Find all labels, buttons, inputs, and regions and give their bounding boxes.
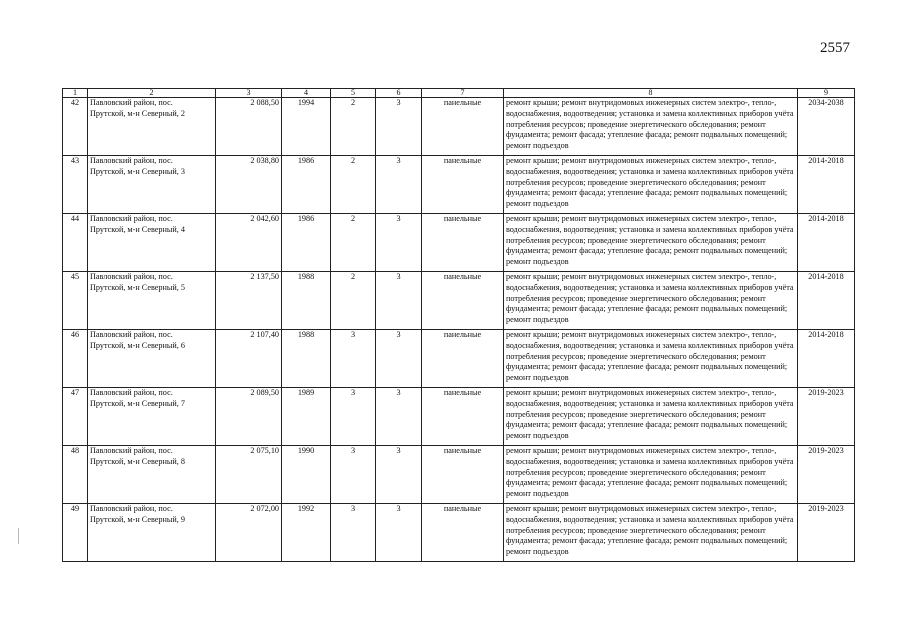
row-number: 47 — [63, 388, 88, 446]
wall-material: панельные — [422, 330, 504, 388]
row-number: 49 — [63, 504, 88, 562]
entrances-count: 3 — [376, 156, 422, 214]
repair-period: 2019-2023 — [798, 504, 855, 562]
repair-works: ремонт крыши; ремонт внутридомовых инженерных систем электро-, тепло-, водоснабжения, водоотведения; установка и замена коллективных приборов учёта потребления ресурсов; проведение энергетического обследования; ремонт фундамента; ремонт фасада; утепление фасада; ремонт подвальных помещений; ремонт подъездов — [504, 272, 798, 330]
row-number: 43 — [63, 156, 88, 214]
address-line-2: Прутской, м-н Северный, 9 — [90, 514, 185, 524]
repair-works: ремонт крыши; ремонт внутридомовых инженерных систем электро-, тепло-, водоснабжения, водоотведения; установка и замена коллективных приборов учёта потребления ресурсов; проведение энергетического обследования; ремонт фундамента; ремонт фасада; утепление фасада; ремонт подвальных помещений; ремонт подъездов — [504, 330, 798, 388]
address-line-1: Павловский район, пос. — [90, 388, 173, 397]
repair-works: ремонт крыши; ремонт внутридомовых инженерных систем электро-, тепло-, водоснабжения, водоотведения; установка и замена коллективных приборов учёта потребления ресурсов; проведение энергетического обследования; ремонт фундамента; ремонт фасада; утепление фасада; ремонт подвальных помещений; ремонт подъездов — [504, 446, 798, 504]
address — [88, 504, 216, 562]
repair-works: ремонт крыши; ремонт внутридомовых инженерных систем электро-, тепло-, водоснабжения, водоотведения; установка и замена коллективных приборов учёта потребления ресурсов; проведение энергетического обследования; ремонт фундамента; ремонт фасада; утепление фасада; ремонт подвальных помещений; ремонт подъездов — [504, 156, 798, 214]
repair-works: ремонт крыши; ремонт внутридомовых инженерных систем электро-, тепло-, водоснабжения, водоотведения; установка и замена коллективных приборов учёта потребления ресурсов; проведение энергетического обследования; ремонт фундамента; ремонт фасада; утепление фасада; ремонт подвальных помещений; ремонт подъездов — [504, 504, 798, 562]
address-line-1: Павловский район, пос. — [90, 156, 173, 165]
column-header: 6 — [376, 89, 422, 98]
entrances-count: 3 — [376, 98, 422, 156]
column-header: 1 — [63, 89, 88, 98]
wall-material: панельные — [422, 98, 504, 156]
repair-works: ремонт крыши; ремонт внутридомовых инженерных систем электро-, тепло-, водоснабжения, водоотведения; установка и замена коллективных приборов учёта потребления ресурсов; проведение энергетического обследования; ремонт фундамента; ремонт фасада; утепление фасада; ремонт подвальных помещений; ремонт подъездов — [504, 98, 798, 156]
total-area: 2 089,50 — [216, 388, 282, 446]
table-row — [63, 388, 855, 446]
repair-period: 2019-2023 — [798, 388, 855, 446]
wall-material: панельные — [422, 388, 504, 446]
total-area: 2 088,50 — [216, 98, 282, 156]
build-year: 1992 — [282, 504, 331, 562]
address — [88, 330, 216, 388]
floors-count: 2 — [331, 156, 376, 214]
wall-material: панельные — [422, 504, 504, 562]
repair-period: 2014-2018 — [798, 156, 855, 214]
floors-count: 2 — [331, 272, 376, 330]
address-line-2: Прутской, м-н Северный, 7 — [90, 398, 185, 408]
build-year: 1989 — [282, 388, 331, 446]
repair-period: 2019-2023 — [798, 446, 855, 504]
column-header: 2 — [88, 89, 216, 98]
entrances-count: 3 — [376, 388, 422, 446]
column-header: 3 — [216, 89, 282, 98]
address — [88, 98, 216, 156]
address-line-2: Прутской, м-н Северный, 2 — [90, 108, 185, 118]
floors-count: 3 — [331, 504, 376, 562]
entrances-count: 3 — [376, 446, 422, 504]
row-number: 42 — [63, 98, 88, 156]
build-year: 1990 — [282, 446, 331, 504]
address-line-2: Прутской, м-н Северный, 8 — [90, 456, 185, 466]
entrances-count: 3 — [376, 272, 422, 330]
address-line-1: Павловский район, пос. — [90, 330, 173, 339]
table-row — [63, 98, 855, 156]
table-row — [63, 330, 855, 388]
row-number: 45 — [63, 272, 88, 330]
row-number: 46 — [63, 330, 88, 388]
total-area: 2 042,60 — [216, 214, 282, 272]
column-header: 4 — [282, 89, 331, 98]
repair-period: 2014-2018 — [798, 214, 855, 272]
table-row — [63, 156, 855, 214]
address-line-1: Павловский район, пос. — [90, 504, 173, 513]
total-area: 2 072,00 — [216, 504, 282, 562]
column-header: 5 — [331, 89, 376, 98]
table-row — [63, 214, 855, 272]
column-header: 9 — [798, 89, 855, 98]
address-line-1: Павловский район, пос. — [90, 214, 173, 223]
column-header: 7 — [422, 89, 504, 98]
total-area: 2 038,80 — [216, 156, 282, 214]
row-number: 44 — [63, 214, 88, 272]
floors-count: 2 — [331, 214, 376, 272]
build-year: 1988 — [282, 272, 331, 330]
wall-material: панельные — [422, 446, 504, 504]
wall-material: панельные — [422, 214, 504, 272]
table-row — [63, 504, 855, 562]
entrances-count: 3 — [376, 504, 422, 562]
build-year: 1988 — [282, 330, 331, 388]
floors-count: 2 — [331, 98, 376, 156]
total-area: 2 075,10 — [216, 446, 282, 504]
build-year: 1994 — [282, 98, 331, 156]
address-line-2: Прутской, м-н Северный, 4 — [90, 224, 185, 234]
address — [88, 446, 216, 504]
address-line-1: Павловский район, пос. — [90, 272, 173, 281]
repair-period: 2014-2018 — [798, 272, 855, 330]
address — [88, 214, 216, 272]
total-area: 2 107,40 — [216, 330, 282, 388]
repair-works: ремонт крыши; ремонт внутридомовых инженерных систем электро-, тепло-, водоснабжения, водоотведения; установка и замена коллективных приборов учёта потребления ресурсов; проведение энергетического обследования; ремонт фундамента; ремонт фасада; утепление фасада; ремонт подвальных помещений; ремонт подъездов — [504, 388, 798, 446]
page-number: 2557 — [820, 40, 850, 56]
row-number: 48 — [63, 446, 88, 504]
repair-works: ремонт крыши; ремонт внутридомовых инженерных систем электро-, тепло-, водоснабжения, водоотведения; установка и замена коллективных приборов учёта потребления ресурсов; проведение энергетического обследования; ремонт фундамента; ремонт фасада; утепление фасада; ремонт подвальных помещений; ремонт подъездов — [504, 214, 798, 272]
wall-material: панельные — [422, 272, 504, 330]
column-header: 8 — [504, 89, 798, 98]
build-year: 1986 — [282, 214, 331, 272]
address-line-2: Прутской, м-н Северный, 5 — [90, 282, 185, 292]
floors-count: 3 — [331, 388, 376, 446]
repair-period: 2034-2038 — [798, 98, 855, 156]
address — [88, 388, 216, 446]
total-area: 2 137,50 — [216, 272, 282, 330]
address — [88, 272, 216, 330]
housing-table — [62, 88, 855, 562]
address — [88, 156, 216, 214]
table-row — [63, 446, 855, 504]
entrances-count: 3 — [376, 214, 422, 272]
build-year: 1986 — [282, 156, 331, 214]
address-line-2: Прутской, м-н Северный, 3 — [90, 166, 185, 176]
address-line-1: Павловский район, пос. — [90, 446, 173, 455]
entrances-count: 3 — [376, 330, 422, 388]
address-line-1: Павловский район, пос. — [90, 98, 173, 107]
floors-count: 3 — [331, 330, 376, 388]
floors-count: 3 — [331, 446, 376, 504]
table-row — [63, 272, 855, 330]
scan-margin-mark — [18, 528, 19, 544]
repair-period: 2014-2018 — [798, 330, 855, 388]
wall-material: панельные — [422, 156, 504, 214]
header-row — [63, 89, 855, 98]
address-line-2: Прутской, м-н Северный, 6 — [90, 340, 185, 350]
